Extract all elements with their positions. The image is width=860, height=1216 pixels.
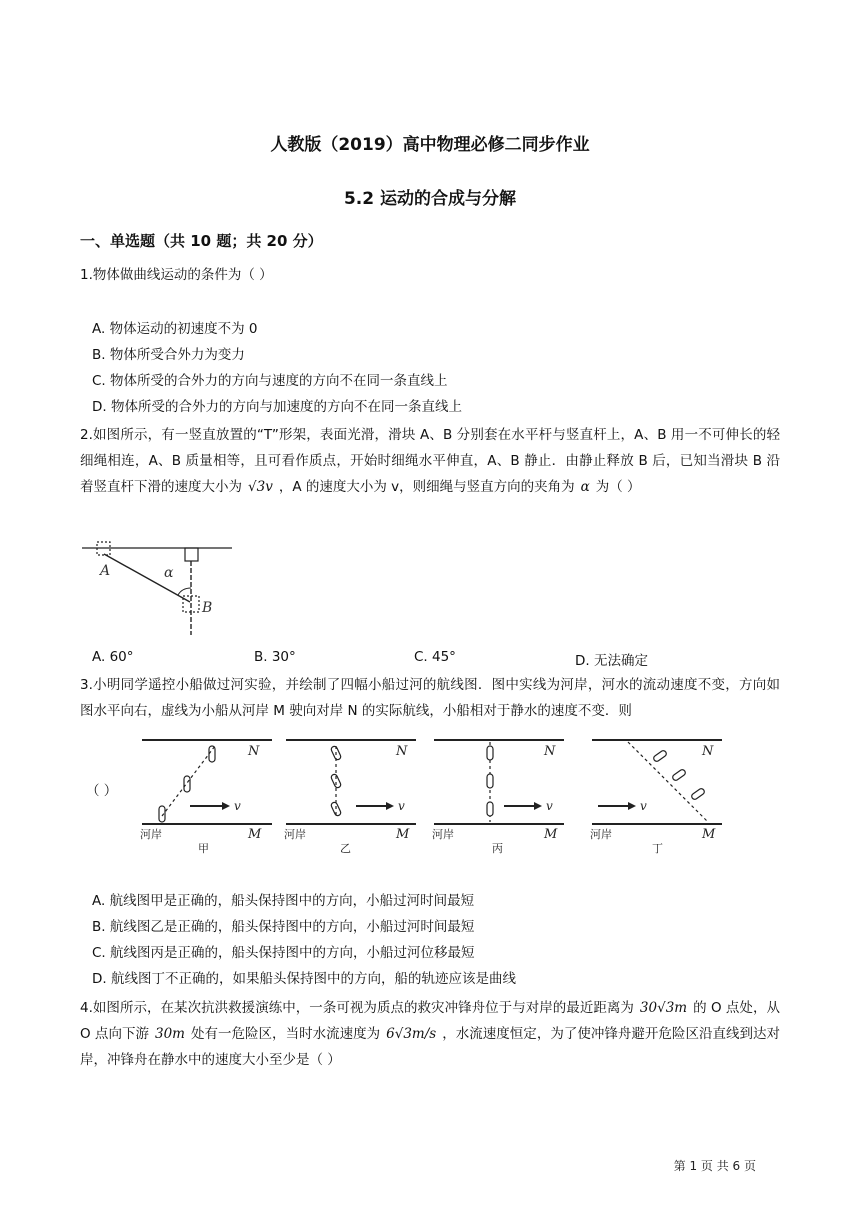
q3-option-a: A. 航线图甲是正确的，船头保持图中的方向，小船过河时间最短	[92, 893, 475, 909]
q2-option-a: A. 60°	[92, 649, 134, 665]
question-2-stem	[80, 422, 780, 500]
q3-jia-v-label: v	[234, 799, 241, 813]
q3-ding-n-label: N	[702, 744, 714, 759]
q2-figure-label-alpha: α	[164, 565, 174, 581]
q3-ding-bank-label: 河岸	[590, 828, 612, 841]
q3-jia-panel-label: 甲	[198, 842, 209, 855]
q1-option-b: B. 物体所受合外力为变力	[92, 347, 245, 363]
q2-figure-label-b: B	[202, 600, 213, 616]
q3-figure	[130, 728, 730, 858]
q2-formula-speed: √3v	[248, 479, 273, 495]
q3-yi-panel-label: 乙	[340, 842, 351, 855]
question-4-stem	[80, 995, 780, 1073]
q3-yi-v-label: v	[398, 799, 405, 813]
q3-ding-v-label: v	[640, 799, 647, 813]
q2-stem-part-c: 为（ ）	[595, 479, 641, 495]
q3-option-c: C. 航线图丙是正确的，船头保持图中的方向，小船过河位移最短	[92, 945, 475, 961]
q2-figure-label-a: A	[100, 563, 111, 579]
q3-yi-m-label: M	[396, 827, 410, 842]
question-3-stem: 3.小明同学遥控小船做过河实验，并绘制了四幅小船过河的航线图．图中实线为河岸，河水的流动速度不变，方向如图水平向右，虚线为小船从河岸 M 驶向对岸 N 的实际航线，小船相对于静水的速度不变．则	[80, 677, 780, 719]
q4-stem-part-a: 4.如图所示，在某次抗洪救援演练中，一条可视为质点的救灾冲锋舟位于与对岸的最近距离为	[80, 1000, 634, 1016]
q4-stem-part-b: 的 O 点处，从 O 点向下游	[80, 1000, 780, 1042]
q2-option-d: D. 无法确定	[575, 653, 648, 669]
q3-ding-m-label: M	[702, 827, 716, 842]
q3-yi-n-label: N	[396, 744, 408, 759]
q3-jia-m-label: M	[248, 827, 262, 842]
q3-paren: （ ）	[86, 783, 118, 799]
q4-stem-part-c: 处有一危险区，当时水流速度为	[190, 1026, 381, 1042]
q3-panel-bing	[432, 740, 564, 855]
q2-option-b: B. 30°	[254, 649, 296, 665]
document-subtitle: 5.2 运动的合成与分解	[343, 189, 517, 209]
q1-option-a: A. 物体运动的初速度不为 0	[92, 321, 258, 337]
q4-formula-flow-speed: 6√3m/s	[386, 1026, 437, 1042]
q3-panel-jia	[140, 740, 272, 855]
q3-bing-panel-label: 丙	[492, 842, 503, 855]
q3-yi-bank-label: 河岸	[284, 828, 306, 841]
q3-jia-n-label: N	[248, 744, 260, 759]
q3-bing-v-label: v	[546, 799, 553, 813]
q1-option-c: C. 物体所受的合外力的方向与速度的方向不在同一条直线上	[92, 373, 448, 389]
question-1-stem: 1.物体做曲线运动的条件为（ ）	[80, 267, 273, 283]
q3-bing-m-label: M	[544, 827, 558, 842]
q2-figure	[82, 538, 234, 638]
q3-jia-bank-label: 河岸	[140, 828, 162, 841]
q4-formula-distance: 30√3m	[639, 1000, 688, 1016]
section-heading: 一、单选题（共 10 题；共 20 分）	[80, 232, 323, 250]
q3-panel-ding	[590, 740, 722, 855]
q3-bing-n-label: N	[544, 744, 556, 759]
q3-option-b: B. 航线图乙是正确的，船头保持图中的方向，小船过河时间最短	[92, 919, 475, 935]
q2-stem-part-a: 2.如图所示，有一竖直放置的“T”形架，表面光滑，滑块 A、B 分别套在水平杆与竖直杆上，A、B 用一不可伸长的轻细绳相连，A、B 质量相等，且可看作质点，开始时细绳水平伸直，A、B 静止．由静止释放 B 后，已知当滑块 B 沿着竖直杆下滑的速度大小为	[80, 427, 780, 495]
q3-bing-bank-label: 河岸	[432, 828, 454, 841]
q3-option-d: D. 航线图丁不正确的，如果船头保持图中的方向，船的轨迹应该是曲线	[92, 971, 516, 987]
q2-option-c: C. 45°	[414, 649, 456, 665]
document-title: 人教版（2019）高中物理必修二同步作业	[270, 135, 590, 155]
q4-stem-part-d: ，水流速度恒定，为了使冲锋舟避开危险区沿直线到达对岸，冲锋舟在静水中的速度大小至少是（ ）	[80, 1026, 781, 1068]
q3-panel-yi	[284, 740, 416, 855]
q4-formula-downstream: 30m	[154, 1026, 185, 1042]
page-number-footer: 第 1 页 共 6 页	[673, 1159, 756, 1173]
q2-formula-alpha: α	[580, 479, 590, 495]
q1-option-d: D. 物体所受的合外力的方向与加速度的方向不在同一条直线上	[92, 399, 462, 415]
q2-stem-part-b: ，A 的速度大小为 v，则细绳与竖直方向的夹角为	[278, 479, 575, 495]
q3-ding-panel-label: 丁	[652, 842, 663, 855]
